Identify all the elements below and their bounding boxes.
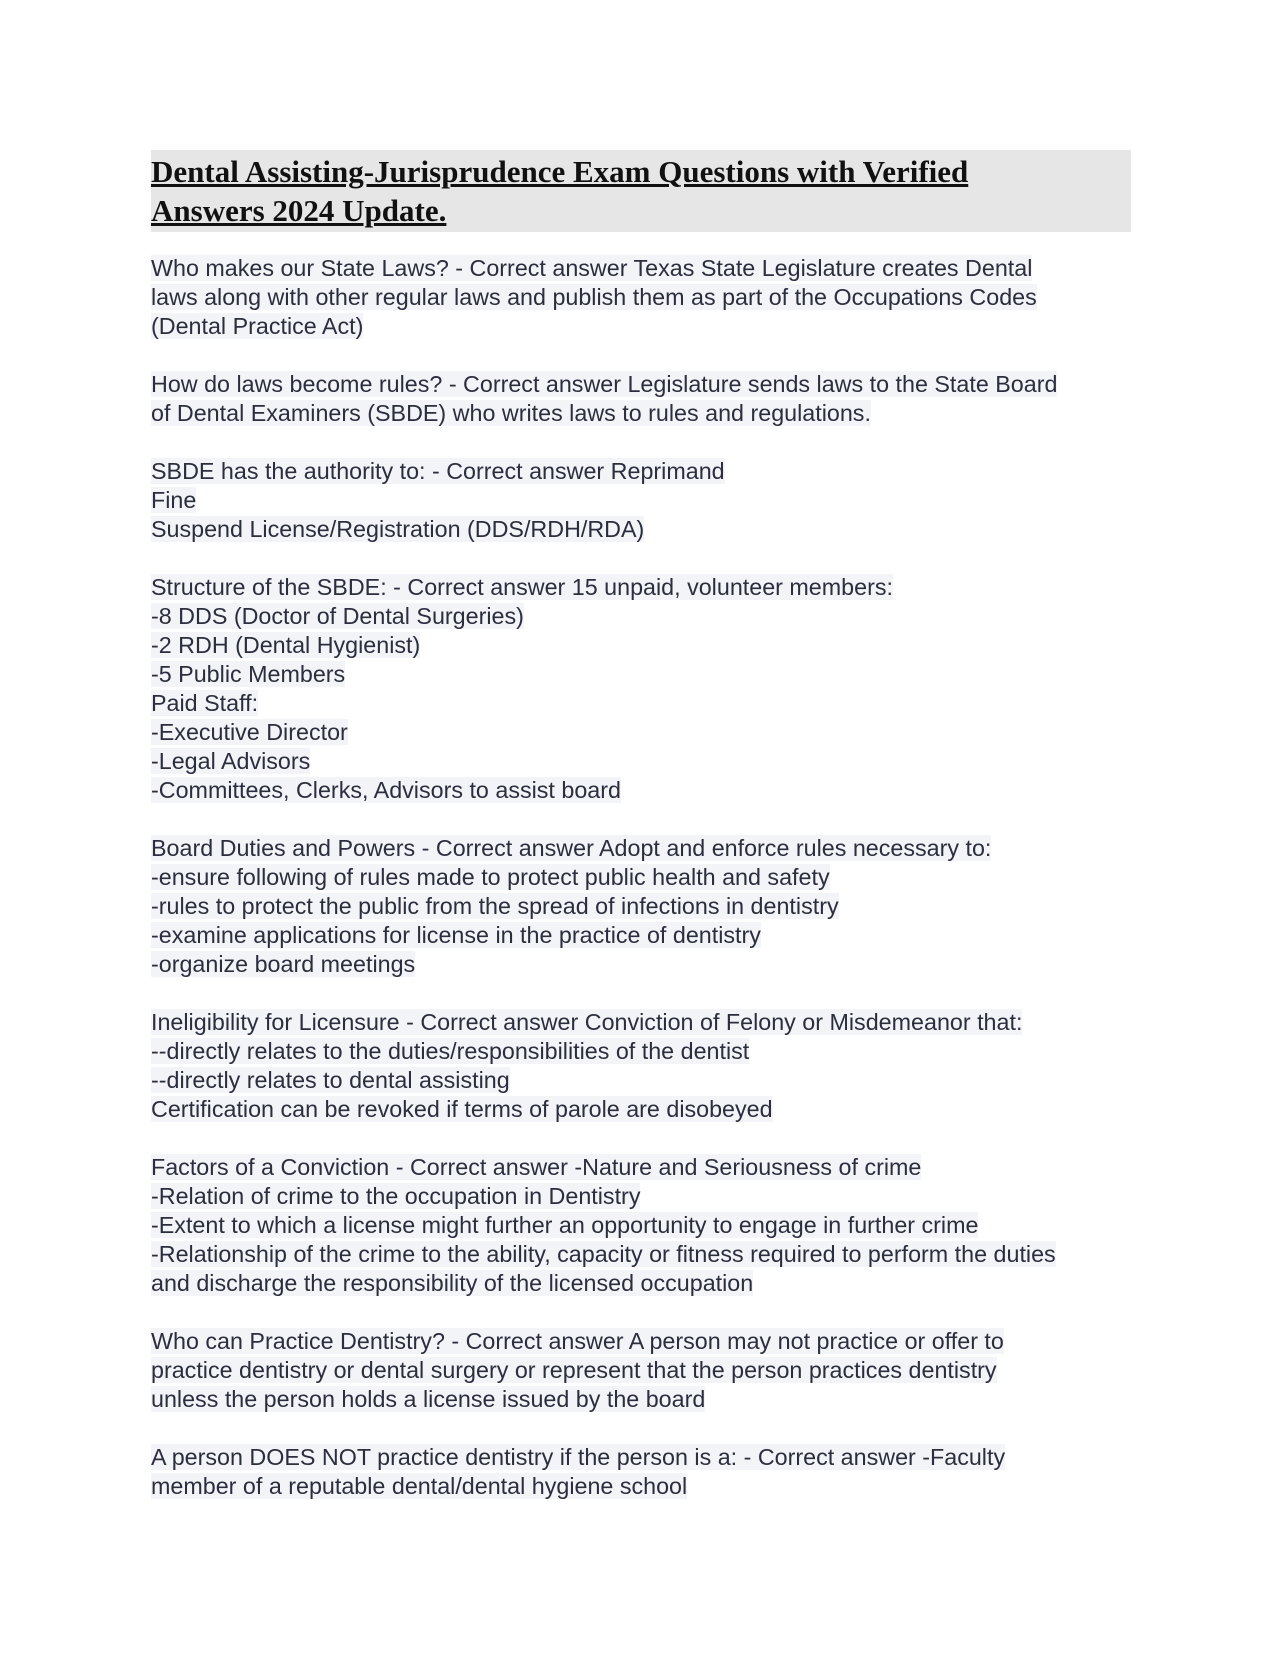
qa-line bbox=[151, 1182, 1131, 1211]
qa-line-text: Fine bbox=[151, 487, 197, 513]
qa-line-text: unless the person holds a license issued by the board bbox=[151, 1386, 706, 1412]
qa-line bbox=[151, 1269, 1131, 1298]
qa-line-text: Who can Practice Dentistry? - Correct answer A person may not practice or offer to bbox=[151, 1328, 1004, 1354]
qa-line bbox=[151, 718, 1131, 747]
qa-line bbox=[151, 1008, 1131, 1037]
qa-line-text: -rules to protect the public from the spread of infections in dentistry bbox=[151, 893, 839, 919]
qa-line-text: A person DOES NOT practice dentistry if the person is a: - Correct answer -Faculty bbox=[151, 1444, 1006, 1470]
qa-entry bbox=[151, 1443, 1131, 1501]
qa-line-text: and discharge the responsibility of the licensed occupation bbox=[151, 1270, 754, 1296]
qa-line bbox=[151, 1356, 1131, 1385]
qa-entry bbox=[151, 834, 1131, 979]
qa-line-text: member of a reputable dental/dental hygiene school bbox=[151, 1473, 688, 1499]
qa-line-text: -ensure following of rules made to protect public health and safety bbox=[151, 864, 830, 890]
qa-entry bbox=[151, 1153, 1131, 1298]
qa-line-text: Paid Staff: bbox=[151, 690, 259, 716]
qa-line bbox=[151, 1095, 1131, 1124]
qa-line-text: (Dental Practice Act) bbox=[151, 313, 364, 339]
qa-line-text: SBDE has the authority to: - Correct answer Reprimand bbox=[151, 458, 725, 484]
qa-line-text: -Executive Director bbox=[151, 719, 348, 745]
qa-line bbox=[151, 457, 1131, 486]
qa-entry bbox=[151, 573, 1131, 805]
qa-line bbox=[151, 370, 1131, 399]
qa-line-text: Board Duties and Powers - Correct answer Adopt and enforce rules necessary to: bbox=[151, 835, 992, 861]
qa-line-text: --directly relates to dental assisting bbox=[151, 1067, 510, 1093]
qa-line bbox=[151, 602, 1131, 631]
qa-line bbox=[151, 689, 1131, 718]
qa-line-text: -5 Public Members bbox=[151, 661, 346, 687]
qa-line bbox=[151, 1211, 1131, 1240]
qa-line bbox=[151, 950, 1131, 979]
qa-line bbox=[151, 921, 1131, 950]
qa-line-text: Factors of a Conviction - Correct answer -Nature and Seriousness of crime bbox=[151, 1154, 922, 1180]
qa-line bbox=[151, 1443, 1131, 1472]
qa-line-text: of Dental Examiners (SBDE) who writes laws to rules and regulations. bbox=[151, 400, 871, 426]
qa-line-text: Ineligibility for Licensure - Correct answer Conviction of Felony or Misdemeanor that: bbox=[151, 1009, 1023, 1035]
qa-line-text: -Relation of crime to the occupation in Dentistry bbox=[151, 1183, 641, 1209]
title-line-1: Dental Assisting-Jurisprudence Exam Questions with Verified bbox=[151, 154, 969, 189]
qa-line-text: -Committees, Clerks, Advisors to assist board bbox=[151, 777, 621, 803]
qa-entry bbox=[151, 1327, 1131, 1414]
qa-line bbox=[151, 1037, 1131, 1066]
document-title bbox=[151, 152, 1131, 230]
qa-line-text: How do laws become rules? - Correct answer Legislature sends laws to the State Board bbox=[151, 371, 1058, 397]
qa-line-text: practice dentistry or dental surgery or represent that the person practices dentistry bbox=[151, 1357, 997, 1383]
qa-list bbox=[151, 254, 1131, 1501]
qa-line-text: -examine applications for license in the practice of dentistry bbox=[151, 922, 761, 948]
qa-line-text: -organize board meetings bbox=[151, 951, 416, 977]
qa-line bbox=[151, 834, 1131, 863]
qa-line bbox=[151, 747, 1131, 776]
qa-line bbox=[151, 254, 1131, 283]
qa-line bbox=[151, 312, 1131, 341]
qa-line bbox=[151, 776, 1131, 805]
qa-line bbox=[151, 399, 1131, 428]
qa-line-text: Certification can be revoked if terms of parole are disobeyed bbox=[151, 1096, 773, 1122]
qa-line bbox=[151, 486, 1131, 515]
qa-line bbox=[151, 283, 1131, 312]
qa-entry bbox=[151, 457, 1131, 544]
qa-entry bbox=[151, 1008, 1131, 1124]
qa-line-text: Who makes our State Laws? - Correct answer Texas State Legislature creates Dental bbox=[151, 255, 1033, 281]
qa-line bbox=[151, 573, 1131, 602]
qa-line bbox=[151, 1240, 1131, 1269]
qa-entry bbox=[151, 370, 1131, 428]
title-block bbox=[151, 150, 1131, 232]
qa-line bbox=[151, 660, 1131, 689]
qa-line bbox=[151, 1066, 1131, 1095]
qa-line bbox=[151, 631, 1131, 660]
qa-line-text: --directly relates to the duties/responsibilities of the dentist bbox=[151, 1038, 750, 1064]
document-page bbox=[151, 150, 1131, 1530]
qa-line-text: -Relationship of the crime to the ability, capacity or fitness required to perform the duties bbox=[151, 1241, 1056, 1267]
qa-line bbox=[151, 1153, 1131, 1182]
title-line-2: Answers 2024 Update. bbox=[151, 193, 447, 228]
qa-line-text: -2 RDH (Dental Hygienist) bbox=[151, 632, 421, 658]
qa-line-text: -Legal Advisors bbox=[151, 748, 311, 774]
qa-line-text: -8 DDS (Doctor of Dental Surgeries) bbox=[151, 603, 524, 629]
qa-line bbox=[151, 1472, 1131, 1501]
qa-entry bbox=[151, 254, 1131, 341]
qa-line bbox=[151, 515, 1131, 544]
qa-line bbox=[151, 1385, 1131, 1414]
qa-line bbox=[151, 1327, 1131, 1356]
qa-line-text: Structure of the SBDE: - Correct answer 15 unpaid, volunteer members: bbox=[151, 574, 893, 600]
qa-line bbox=[151, 892, 1131, 921]
qa-line bbox=[151, 863, 1131, 892]
qa-line-text: Suspend License/Registration (DDS/RDH/RDA) bbox=[151, 516, 645, 542]
qa-line-text: -Extent to which a license might further an opportunity to engage in further crime bbox=[151, 1212, 979, 1238]
qa-line-text: laws along with other regular laws and publish them as part of the Occupations Codes bbox=[151, 284, 1037, 310]
